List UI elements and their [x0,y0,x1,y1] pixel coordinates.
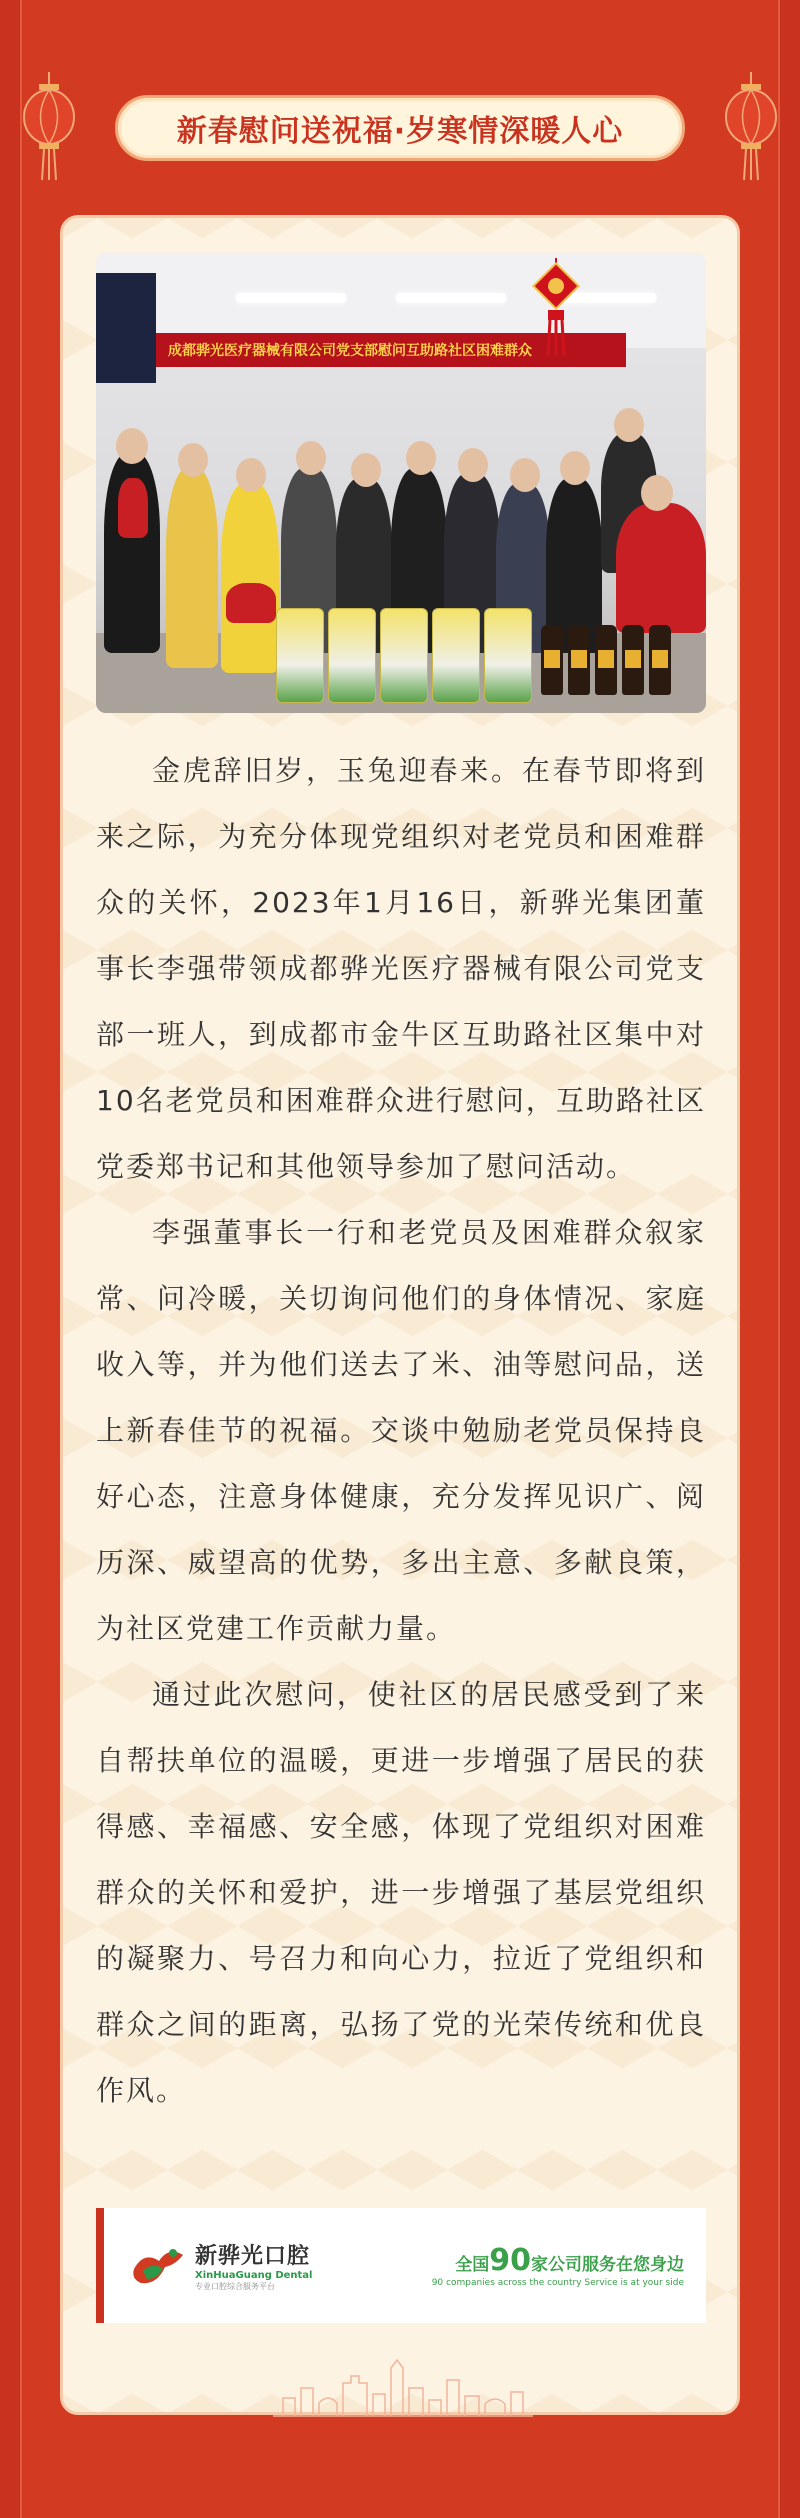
person [616,503,706,633]
slogan-english: 90 companies across the country Service is at your side [431,2278,684,2288]
rice-bag [276,608,324,703]
brand-name-en: XinHuaGuang Dental [195,2270,313,2281]
brand-logo [129,2239,313,2292]
person-skirt [226,583,276,623]
rice-bag [484,608,532,703]
slogan-prefix: 全国 [455,2255,490,2275]
oil-bottle [541,625,563,695]
city-skyline-icon [273,2358,533,2418]
person-head [236,458,266,492]
article-body [96,738,706,2124]
oil-bottle [595,625,617,695]
chinese-knot-icon [526,258,586,358]
event-photo [96,253,706,713]
title-banner [115,95,685,161]
photo-banner-text: 成都骅光医疗器械有限公司党支部慰问互助路社区困难群众 [168,343,532,359]
person-head [458,448,488,482]
person-head [510,458,540,492]
oil-bottle [649,625,671,695]
rice-bag [328,608,376,703]
brand-footer [96,2208,706,2323]
person-head [178,443,208,477]
rice-bag [432,608,480,703]
slogan-number: 90 [489,2243,531,2278]
person-head [614,408,644,442]
ceiling-light [236,293,346,303]
person-head [351,453,381,487]
brand-tagline: 专业口腔综合服务平台 [195,2282,275,2291]
brand-logo-icon [129,2241,187,2291]
rice-bag [380,608,428,703]
person-head [116,428,148,464]
slogan-suffix: 家公司服务在您身边 [531,2255,684,2275]
person-head [560,451,590,485]
article-paragraph: 金虎辞旧岁，玉兔迎春来。在春节即将到来之际，为充分体现党组织对老党员和困难群众的关怀，2023年1月16日，新骅光集团董事长李强带领成都骅光医疗器械有限公司党支部一班人，到成都市金牛区互助路社区集中对10名老党员和困难群众进行慰问，互助路社区党委郑书记和其他领导参加了慰问活动。 [96,754,706,1183]
article-paragraph: 通过此次慰问，使社区的居民感受到了来自帮扶单位的温暖，更进一步增强了居民的获得感、幸福感、安全感，体现了党组织对困难群众的关怀和爱护，进一步增强了基层党组织的凝聚力、号召力和向心力，拉近了党组织和群众之间的距离，弘扬了党的光荣传统和优良作风。 [96,1678,706,2107]
lantern-icon [724,72,778,182]
ceiling-light [396,293,506,303]
page-title: 新春慰问送祝福·岁寒情深暖人心 [176,114,624,149]
person-head [296,441,326,475]
lantern-icon [22,72,76,182]
person [166,468,218,668]
person-head [641,475,673,511]
person [221,483,279,673]
oil-bottle [622,625,644,695]
article-paragraph: 李强董事长一行和老党员及困难群众叙家常、问冷暖，关切询问他们的身体情况、家庭收入等，并为他们送去了米、油等慰问品，送上新春佳节的祝福。交谈中勉励老党员保持良好心态，注意身体健康，充分发挥见识广、阅历深、威望高的优势，多出主意、多献良策，为社区党建工作贡献力量。 [96,1216,706,1645]
person-head [406,441,436,475]
wall-sign [96,273,156,383]
person-vest [118,478,148,538]
oil-bottle [568,625,590,695]
content-card [60,215,740,2415]
brand-slogan [432,2243,684,2288]
brand-name-cn: 新骅光口腔 [195,2244,311,2269]
